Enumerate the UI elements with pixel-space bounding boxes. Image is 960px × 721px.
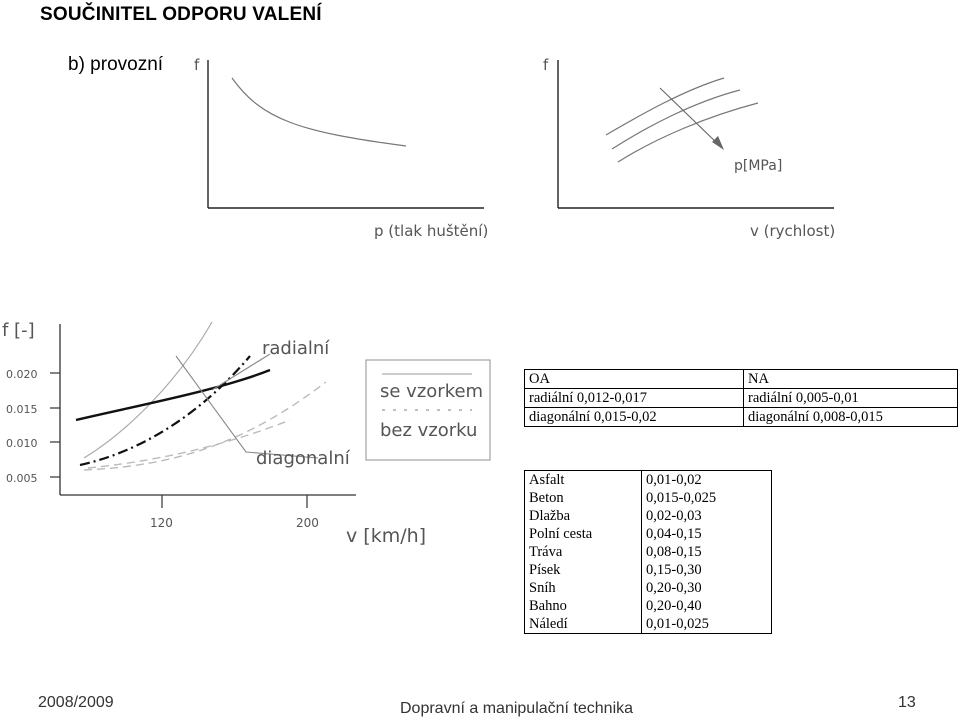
x-tick-label: 120 [150, 516, 173, 530]
surface-name: Dlažba [525, 507, 642, 525]
surface-value: 0,04-0,15 [642, 525, 772, 543]
surface-value: 0,20-0,40 [642, 597, 772, 615]
pressure-arrow-head [712, 136, 724, 150]
table-row [525, 525, 772, 543]
graph-pressure-x-label: p (tlak huštění) [374, 222, 489, 240]
surface-value: 0,20-0,30 [642, 579, 772, 597]
curve-upper-thin [84, 322, 212, 458]
slide-subtitle: b) provozní [68, 54, 164, 75]
table-row [525, 561, 772, 579]
surface-value: 0,01-0,025 [642, 615, 772, 634]
graph-speed-x-label: v (rychlost) [750, 222, 836, 240]
y-tick-label: 0.015 [6, 403, 38, 416]
graph-pressure-y-label: f [194, 56, 200, 74]
table-cell: diagonální 0,015-0,02 [525, 408, 744, 427]
surface-name: Sníh [525, 579, 642, 597]
surface-name: Náledí [525, 615, 642, 634]
surface-value: 0,15-0,30 [642, 561, 772, 579]
curve-diagonal-without-tread [80, 356, 250, 465]
table-row [525, 489, 772, 507]
page-number: 13 [898, 694, 916, 711]
table-row [525, 579, 772, 597]
graph-pressure [194, 56, 488, 240]
graph-pressure-curve [232, 78, 406, 146]
slide-title: SOUČINITEL ODPORU VALENÍ [40, 4, 322, 25]
y-tick-label: 0.010 [6, 437, 38, 450]
table-cell: radiální 0,005-0,01 [744, 389, 958, 408]
graph-main-x-label: v [km/h] [346, 525, 427, 547]
surfaces-table [524, 470, 772, 634]
table-row [525, 507, 772, 525]
legend-without-tread: bez vzorku [380, 420, 478, 441]
legend-with-tread: se vzorkem [380, 381, 484, 402]
table-row [525, 370, 958, 389]
graph-speed-curve-2 [612, 90, 740, 149]
graph-main-y-label: f [-] [2, 320, 35, 341]
y-tick-label: 0.020 [6, 368, 38, 381]
leader-radial [212, 354, 270, 390]
surface-name: Bahno [525, 597, 642, 615]
surface-value: 0,015-0,025 [642, 489, 772, 507]
graph-speed-arrow-label: p[MPa] [734, 158, 783, 174]
table-row [525, 471, 772, 490]
table-cell: diagonální 0,008-0,015 [744, 408, 958, 427]
graph-speed [543, 56, 835, 240]
leader-diagonal [176, 356, 318, 458]
surface-value: 0,08-0,15 [642, 543, 772, 561]
surface-name: Písek [525, 561, 642, 579]
surface-name: Polní cesta [525, 525, 642, 543]
y-tick-label: 0.005 [6, 472, 38, 485]
tires-table [524, 369, 958, 427]
footer-year: 2008/2009 [38, 694, 114, 711]
table-row [525, 597, 772, 615]
table-row [525, 389, 958, 408]
graph-main [2, 320, 426, 547]
x-tick-label: 200 [296, 516, 319, 530]
table-row [525, 615, 772, 634]
surface-value: 0,02-0,03 [642, 507, 772, 525]
table-row [525, 543, 772, 561]
label-diagonal: diagonalní [256, 448, 350, 469]
table-cell: radiální 0,012-0,017 [525, 389, 744, 408]
graph-speed-curve-1 [606, 78, 724, 135]
surface-value: 0,01-0,02 [642, 471, 772, 490]
table-row [525, 408, 958, 427]
surface-name: Tráva [525, 543, 642, 561]
table-cell: OA [525, 370, 744, 389]
table-cell: NA [744, 370, 958, 389]
label-radial: radialní [262, 338, 330, 359]
legend [366, 360, 490, 460]
surface-name: Asfalt [525, 471, 642, 490]
surface-name: Beton [525, 489, 642, 507]
footer-course: Dopravní a manipulační technika [400, 700, 634, 717]
graph-speed-y-label: f [543, 56, 549, 74]
